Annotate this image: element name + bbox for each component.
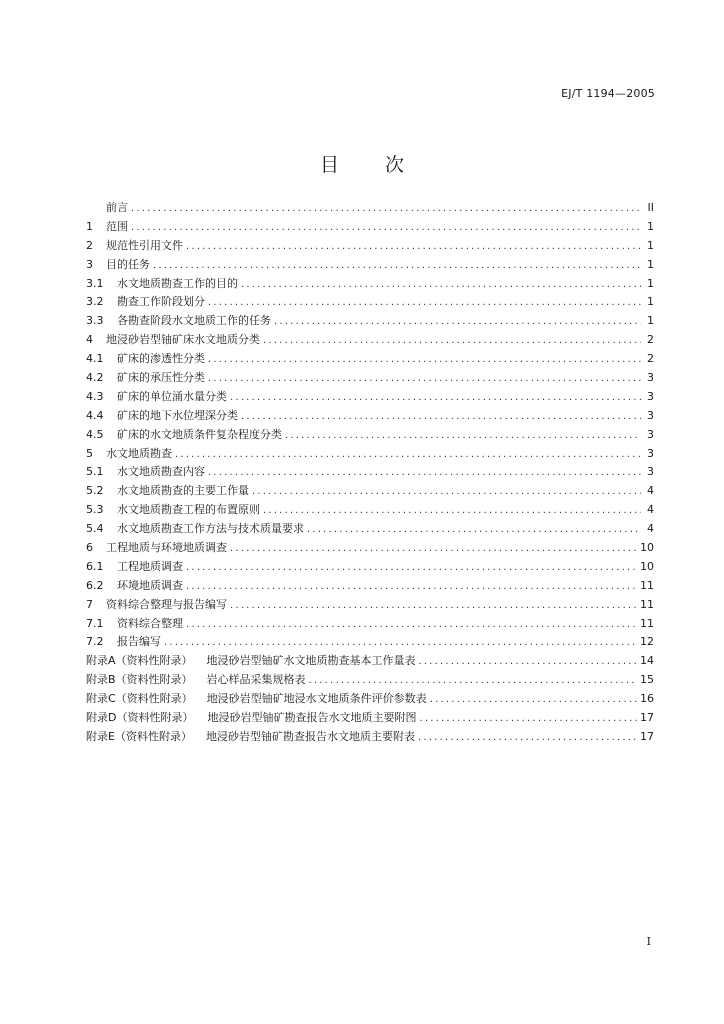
toc-entry-title: 环境地质调查	[117, 578, 183, 592]
toc-entry-number: 6.2	[86, 578, 104, 592]
toc-dot-leader	[208, 373, 641, 384]
toc-entry-page: 3	[647, 408, 654, 422]
toc-entry[interactable]	[86, 501, 654, 520]
toc-dot-leader	[230, 543, 637, 554]
toc-dot-leader	[285, 430, 641, 441]
toc-entry[interactable]	[86, 463, 654, 482]
toc-entry-page: 3	[647, 389, 654, 403]
toc-entry-number: 6.1	[86, 559, 104, 573]
toc-entry[interactable]	[86, 426, 654, 445]
toc-entry[interactable]	[86, 539, 654, 558]
toc-entry-page: 1	[647, 276, 654, 290]
toc-entry-title: 矿床的渗透性分类	[117, 352, 205, 366]
toc-entry[interactable]	[86, 293, 654, 312]
toc-dot-leader	[175, 449, 641, 460]
toc-dot-leader	[131, 203, 641, 214]
toc-entry-number: 7.2	[86, 635, 104, 649]
toc-entry[interactable]	[86, 312, 654, 331]
toc-title: 目 次	[319, 154, 425, 176]
toc-entry-page: 2	[647, 352, 654, 366]
toc-entry-title: 地浸砂岩型铀矿地浸水文地质条件评价参数表	[206, 692, 427, 706]
toc-entry-page: 10	[640, 541, 654, 555]
toc-entry-page: 3	[647, 371, 654, 385]
toc-dot-leader	[430, 694, 637, 705]
toc-entry-title: 地浸砂岩型铀矿床水文地质分类	[106, 333, 260, 347]
toc-dot-leader	[208, 467, 641, 478]
toc-dot-leader	[230, 392, 641, 403]
toc-dot-leader	[241, 411, 641, 422]
toc-entry-number: 7	[86, 597, 93, 611]
page-number: I	[646, 935, 651, 948]
toc-entry-title: 规范性引用文件	[106, 238, 183, 252]
toc-entry[interactable]	[86, 577, 654, 596]
toc-dot-leader	[263, 505, 641, 516]
toc-dot-leader	[419, 656, 637, 667]
toc-entry-page: 1	[647, 257, 654, 271]
toc-entry-number: 附录E（资料性附录）	[86, 729, 192, 743]
toc-entry-page: 1	[647, 238, 654, 252]
toc-entry-page: 2	[647, 333, 654, 347]
toc-entry-number: 4.1	[86, 352, 104, 366]
toc-entry-title: 报告编写	[117, 635, 161, 649]
toc-entry-number: 5.2	[86, 484, 104, 498]
toc-entry-page: 10	[640, 559, 654, 573]
toc-dot-leader	[309, 675, 637, 686]
toc-entry[interactable]	[86, 350, 654, 369]
toc-entry-title: 地浸砂岩型铀矿水文地质勘查基本工作量表	[206, 654, 416, 668]
toc-entry-number: 附录A（资料性附录）	[86, 654, 193, 668]
toc-dot-leader	[164, 637, 637, 648]
toc-entry-number: 5.1	[86, 465, 104, 479]
toc-dot-leader	[153, 260, 641, 271]
toc-entry-number: 3.1	[86, 276, 104, 290]
toc-entry-number: 1	[86, 219, 93, 233]
toc-entry-page: 4	[647, 484, 654, 498]
standard-code: EJ/T 1194—2005	[561, 87, 655, 100]
toc-entry-page: 11	[640, 578, 654, 592]
toc-dot-leader	[186, 562, 637, 573]
toc-entry-title: 水文地质勘查	[106, 446, 172, 460]
toc-entry-title: 前言	[106, 201, 128, 214]
toc-entry[interactable]	[86, 199, 654, 218]
toc-dot-leader	[419, 713, 637, 724]
toc-dot-leader	[208, 354, 641, 365]
toc-entry-title: 矿床的单位涌水量分类	[117, 389, 227, 403]
toc-entry-page: 1	[647, 219, 654, 233]
toc-entry-title: 地浸砂岩型铀矿勘查报告水文地质主要附表	[205, 729, 415, 743]
toc-entry[interactable]	[86, 218, 654, 237]
toc-entry-title: 资料综合整理与报告编写	[106, 597, 227, 611]
toc-entry-page: 17	[640, 711, 654, 725]
toc-entry[interactable]	[86, 596, 654, 615]
toc-entry[interactable]	[86, 388, 654, 407]
toc-entry-title: 水文地质勘查工程的布置原则	[117, 503, 260, 517]
toc-entry-page: 11	[640, 597, 654, 611]
toc-dot-leader	[307, 524, 641, 535]
toc-dot-leader	[186, 241, 641, 252]
toc-dot-leader	[263, 335, 641, 346]
toc-entry-number: 3.2	[86, 295, 104, 309]
toc-entry-title: 范围	[106, 219, 128, 233]
toc-entry-page: 4	[647, 503, 654, 517]
toc-entry-number: 4.2	[86, 371, 104, 385]
toc-entry-page: II	[647, 201, 654, 214]
toc-entry-number: 4.3	[86, 389, 104, 403]
toc-entry[interactable]	[86, 275, 654, 294]
toc-entry-page: 16	[640, 692, 654, 706]
toc-entry[interactable]	[86, 482, 654, 501]
toc-entry-number: 6	[86, 541, 93, 555]
toc-entry-page: 11	[640, 616, 654, 630]
toc-entry[interactable]	[86, 633, 654, 652]
toc-entry-page: 1	[647, 295, 654, 309]
toc-entry-title: 矿床的地下水位埋深分类	[117, 408, 238, 422]
toc-entry-title: 水文地质勘查工作方法与技术质量要求	[117, 522, 304, 536]
toc-entry-page: 4	[647, 522, 654, 536]
toc-entry[interactable]	[86, 709, 654, 728]
toc-entry-number: 附录D（资料性附录）	[86, 711, 194, 725]
toc-entry-title: 资料综合整理	[117, 616, 183, 630]
toc-entry-number: 4.4	[86, 408, 104, 422]
toc-dot-leader	[418, 732, 637, 743]
toc-entry-number: 4.5	[86, 427, 104, 441]
toc-entry-title: 矿床的承压性分类	[117, 371, 205, 385]
toc-entry[interactable]	[86, 652, 654, 671]
toc-entry-title: 目的任务	[106, 257, 150, 271]
toc-entry-page: 14	[640, 654, 654, 668]
toc-entry-title: 地浸砂岩型铀矿勘查报告水文地质主要附图	[207, 711, 417, 725]
toc-entry-page: 3	[647, 427, 654, 441]
toc-dot-leader	[230, 600, 637, 611]
toc-entry-number: 5.4	[86, 522, 104, 536]
toc-entry-number: 5.3	[86, 503, 104, 517]
toc-dot-leader	[252, 486, 641, 497]
toc-entry[interactable]	[86, 520, 654, 539]
toc-entry-title: 水文地质勘查的主要工作量	[117, 484, 249, 498]
toc-entry-number: 7.1	[86, 616, 104, 630]
toc-entry[interactable]	[86, 615, 654, 634]
toc-entry[interactable]	[86, 331, 654, 350]
toc-entry-number: 4	[86, 333, 93, 347]
toc-list	[86, 199, 654, 747]
toc-entry-title: 岩心样品采集规格表	[206, 673, 306, 687]
toc-entry-title: 各勘查阶段水文地质工作的任务	[117, 314, 271, 328]
toc-dot-leader	[131, 222, 641, 233]
toc-entry-page: 12	[640, 635, 654, 649]
toc-entry-title: 工程地质调查	[117, 559, 183, 573]
toc-entry-title: 工程地质与环境地质调查	[106, 541, 227, 555]
toc-entry[interactable]	[86, 690, 654, 709]
toc-entry-page: 17	[640, 729, 654, 743]
toc-dot-leader	[274, 316, 641, 327]
toc-entry[interactable]	[86, 256, 654, 275]
toc-dot-leader	[186, 619, 637, 630]
toc-entry[interactable]	[86, 728, 654, 747]
toc-entry-number: 2	[86, 238, 93, 252]
toc-entry-title: 水文地质勘查内容	[117, 465, 205, 479]
toc-entry-page: 15	[640, 673, 654, 687]
toc-dot-leader	[186, 581, 637, 592]
toc-entry-title: 勘查工作阶段划分	[117, 295, 205, 309]
toc-entry[interactable]	[86, 558, 654, 577]
toc-entry-page: 1	[647, 314, 654, 328]
toc-entry-page: 3	[647, 446, 654, 460]
toc-entry-number: 5	[86, 446, 93, 460]
toc-entry[interactable]	[86, 407, 654, 426]
toc-dot-leader	[241, 279, 641, 290]
toc-entry-number: 附录C（资料性附录）	[86, 692, 193, 706]
toc-entry[interactable]	[86, 445, 654, 464]
toc-entry-page: 3	[647, 465, 654, 479]
toc-entry[interactable]	[86, 369, 654, 388]
toc-entry-title: 水文地质勘查工作的目的	[117, 276, 238, 290]
toc-entry[interactable]	[86, 671, 654, 690]
toc-entry-number: 附录B（资料性附录）	[86, 673, 193, 687]
toc-entry-number: 3	[86, 257, 93, 271]
toc-dot-leader	[208, 297, 641, 308]
toc-entry-number: 3.3	[86, 314, 104, 328]
toc-entry[interactable]	[86, 237, 654, 256]
toc-entry-title: 矿床的水文地质条件复杂程度分类	[117, 427, 282, 441]
